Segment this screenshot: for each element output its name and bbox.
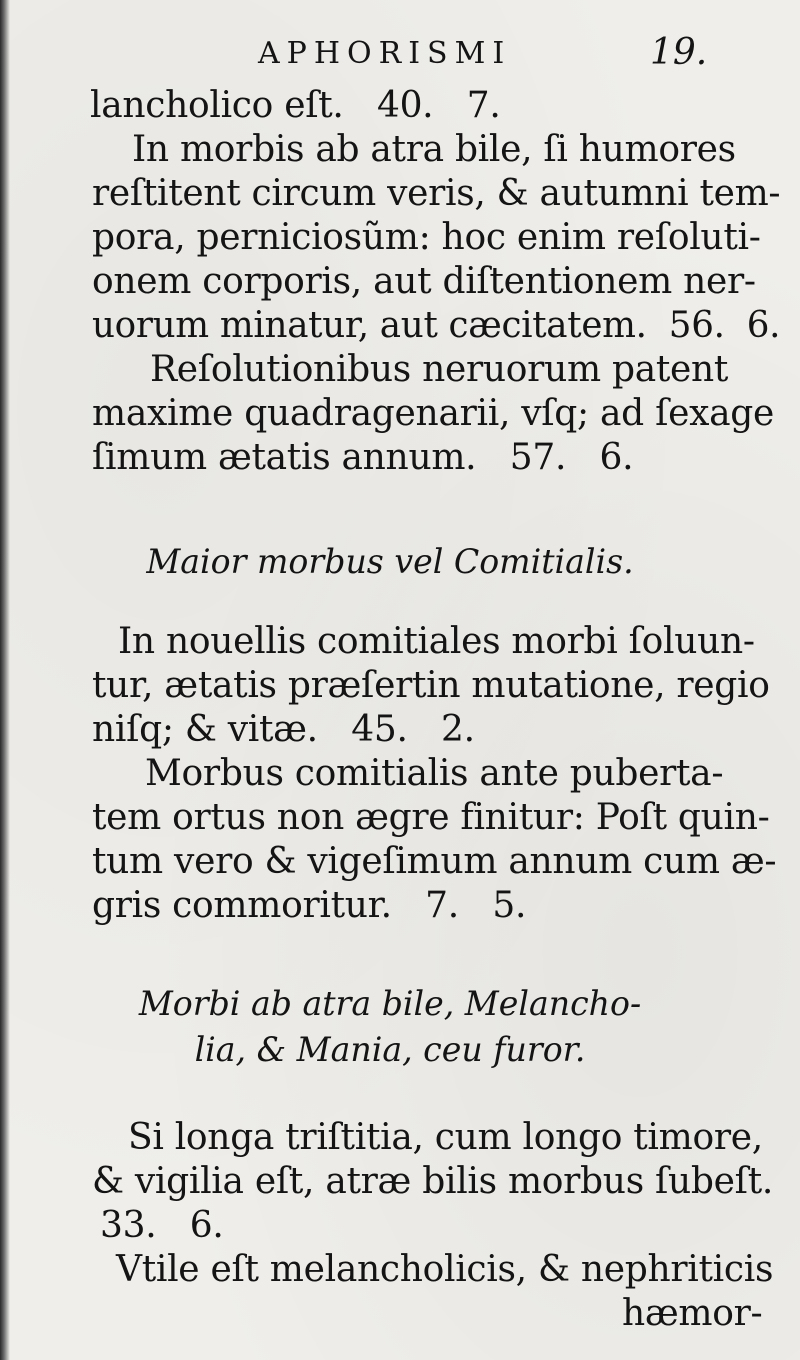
text-line: In nouellis comitiales morbi ſoluun- [118,621,755,662]
text-line: Reſolutionibus neruorum patent [150,349,729,390]
text-line: & vigilia eſt, atræ bilis morbus ſubeſt. [92,1161,774,1202]
page-number: 19. [650,32,708,73]
text-line: ſimum ætatis annum. 57. 6. [92,437,634,478]
running-title: APHORISMI [258,36,512,71]
text-line: In morbis ab atra bile, ſi humores [132,129,736,170]
text-line: onem corporis, aut diſtentionem ner- [92,261,756,302]
text-line: maxime quadragenarii, vſq; ad ſexage [92,393,775,434]
text-line: tem ortus non ægre finitur: Poſt quin- [92,797,770,838]
text-line: reſtitent circum veris, & autumni tem- [92,173,781,214]
page-edge-shadow [0,0,10,1360]
text-line: tum vero & vigeſimum annum cum æ- [92,841,777,882]
section-heading: lia, & Mania, ceu furor. [194,1030,586,1070]
text-line: pora, perniciosũm: hoc enim reſoluti- [92,217,761,258]
catchword: hæmor- [622,1293,763,1334]
text-line: uorum minatur, aut cæcitatem. 56. 6. [92,305,781,346]
text-line: Morbus comitialis ante puberta- [145,753,724,794]
section-heading: Maior morbus vel Comitialis. [146,542,634,582]
section-heading: Morbi ab atra bile, Melancho- [138,984,642,1024]
text-line: niſq; & vitæ. 45. 2. [92,709,475,750]
text-line: Si longa triſtitia, cum longo timore, [128,1117,763,1158]
text-line: gris commoritur. 7. 5. [92,885,527,926]
text-line: tur, ætatis præſertin mutatione, regio [92,665,770,706]
text-line: lancholico eſt. 40. 7. [90,85,501,126]
page-header [0,34,800,74]
text-line: Vtile eſt melancholicis, & nephriticis [116,1249,774,1290]
text-line: 33. 6. [100,1205,224,1246]
